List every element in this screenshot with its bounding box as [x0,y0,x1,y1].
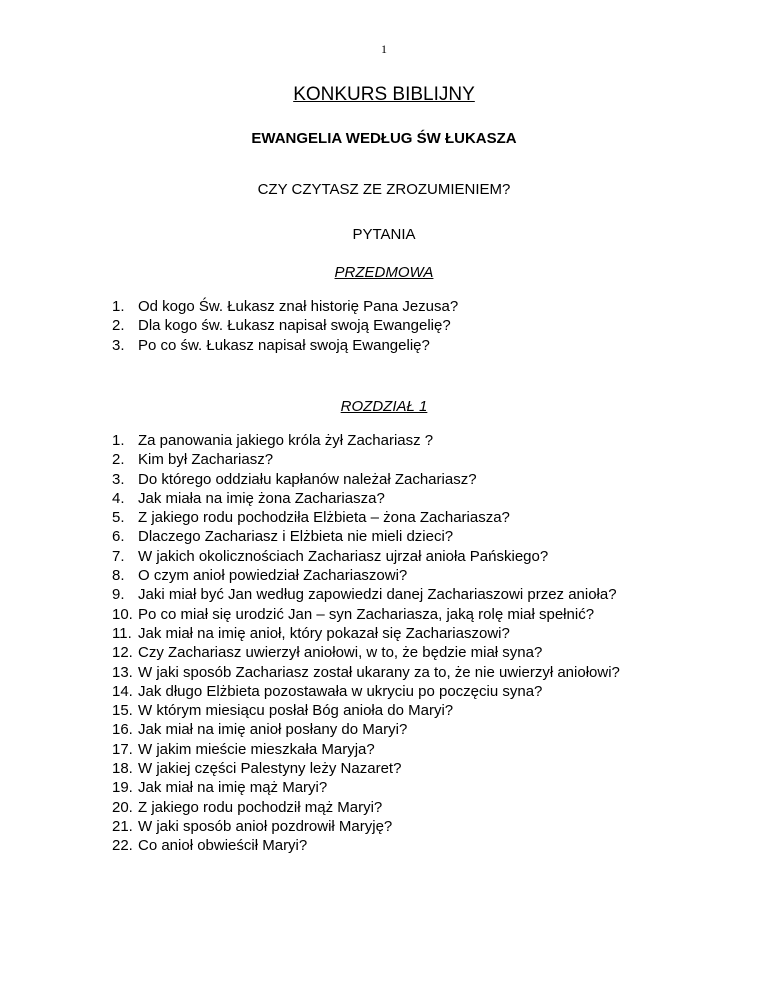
item-number: 6. [112,528,125,546]
item-text: W jakim mieście mieszkała Maryja? [138,740,375,758]
item-number: 16. [112,721,133,739]
page-number: 1 [381,42,387,56]
list-item [112,508,692,527]
item-number: 2. [112,451,125,469]
item-number: 4. [112,489,125,507]
section-heading-rozdzial-1: ROZDZIAŁ 1 [340,398,428,415]
item-text: Po co św. Łukasz napisał swoją Ewangelię? [138,336,430,354]
item-number: 8. [112,567,125,585]
section-heading-przedmowa: PRZEDMOWA [334,264,434,281]
item-text: Za panowania jakiego króla żył Zachariasz ? [138,432,434,449]
item-text: Do którego oddziału kapłanów należał Zachariasz? [138,470,477,488]
item-number: 3. [112,336,125,354]
list-item [112,798,692,817]
pytania-heading: PYTANIA [352,226,416,243]
list-item [112,778,692,797]
item-number: 9. [112,586,125,604]
item-number: 3. [112,470,125,488]
list-item [112,759,692,778]
item-number: 14. [112,682,133,700]
list-item [112,566,692,585]
question-heading: CZY CZYTASZ ZE ZROZUMIENIEM? [257,181,511,198]
item-text: W jaki sposób anioł pozdrowił Maryję? [138,817,393,835]
list-item [112,605,692,624]
item-text: W jaki sposób Zachariasz został ukarany za to, że nie uwierzył aniołowi? [138,663,620,681]
item-text: O czym anioł powiedział Zachariaszowi? [138,567,408,585]
item-number: 22. [112,837,133,855]
przedmowa-question-list [112,297,692,355]
list-item [112,450,692,469]
list-item [112,431,692,450]
item-number: 20. [112,798,133,816]
list-item [112,643,692,662]
item-text: Z jakiego rodu pochodziła Elżbieta – żona Zachariasza? [138,509,510,527]
list-item [112,740,692,759]
item-number: 1. [112,298,125,315]
item-number: 18. [112,760,133,778]
item-text: W jakich okolicznościach Zachariasz ujrzał anioła Pańskiego? [138,547,549,565]
list-item [112,836,692,855]
list-item [112,470,692,489]
item-text: Jak długo Elżbieta pozostawała w ukryciu po poczęciu syna? [138,682,543,700]
list-item [112,720,692,739]
item-number: 1. [112,432,125,449]
item-number: 11. [112,624,132,642]
item-text: Jak miał na imię mąż Maryi? [138,779,328,797]
item-text: Dla kogo św. Łukasz napisał swoją Ewangelię? [138,317,451,335]
list-item [112,489,692,508]
list-item [112,701,692,720]
item-text: W jakiej części Palestyny leży Nazaret? [138,760,402,778]
item-number: 12. [112,644,133,662]
item-number: 13. [112,663,133,681]
item-text: Jak miała na imię żona Zachariasza? [138,489,385,507]
item-number: 2. [112,317,125,335]
item-text: Jaki miał być Jan według zapowiedzi danej Zachariaszowi przez anioła? [138,586,617,604]
list-item [112,663,692,682]
item-number: 21. [112,817,133,835]
list-item [112,682,692,701]
list-item [112,316,692,335]
item-text: W którym miesiącu posłał Bóg anioła do Maryi? [138,702,454,720]
item-text: Dlaczego Zachariasz i Elżbieta nie mieli dzieci? [138,528,454,546]
rozdzial-1-question-list [112,431,692,856]
list-item [112,585,692,604]
list-item [112,297,692,316]
item-number: 10. [112,605,133,623]
list-item [112,336,692,355]
item-text: Z jakiego rodu pochodził mąż Maryi? [138,798,383,816]
item-number: 5. [112,509,125,527]
item-text: Jak miał na imię anioł, który pokazał się Zachariaszowi? [138,624,510,642]
document-subtitle: EWANGELIA WEDŁUG ŚW ŁUKASZA [251,130,517,147]
item-text: Co anioł obwieścił Maryi? [138,837,308,855]
list-item [112,527,692,546]
item-number: 19. [112,779,133,797]
item-number: 7. [112,547,125,565]
list-item [112,547,692,566]
item-text: Czy Zachariasz uwierzył aniołowi, w to, że będzie miał syna? [138,644,543,662]
item-text: Jak miał na imię anioł posłany do Maryi? [138,721,408,739]
document-title: KONKURS BIBLIJNY [293,84,475,105]
item-number: 17. [112,740,133,758]
item-text: Kim był Zachariasz? [138,451,274,469]
list-item [112,624,692,643]
item-text: Od kogo Św. Łukasz znał historię Pana Jezusa? [138,298,459,315]
list-item [112,817,692,836]
item-text: Po co miał się urodzić Jan – syn Zachariasza, jaką rolę miał spełnić? [138,605,595,623]
item-number: 15. [112,702,133,720]
